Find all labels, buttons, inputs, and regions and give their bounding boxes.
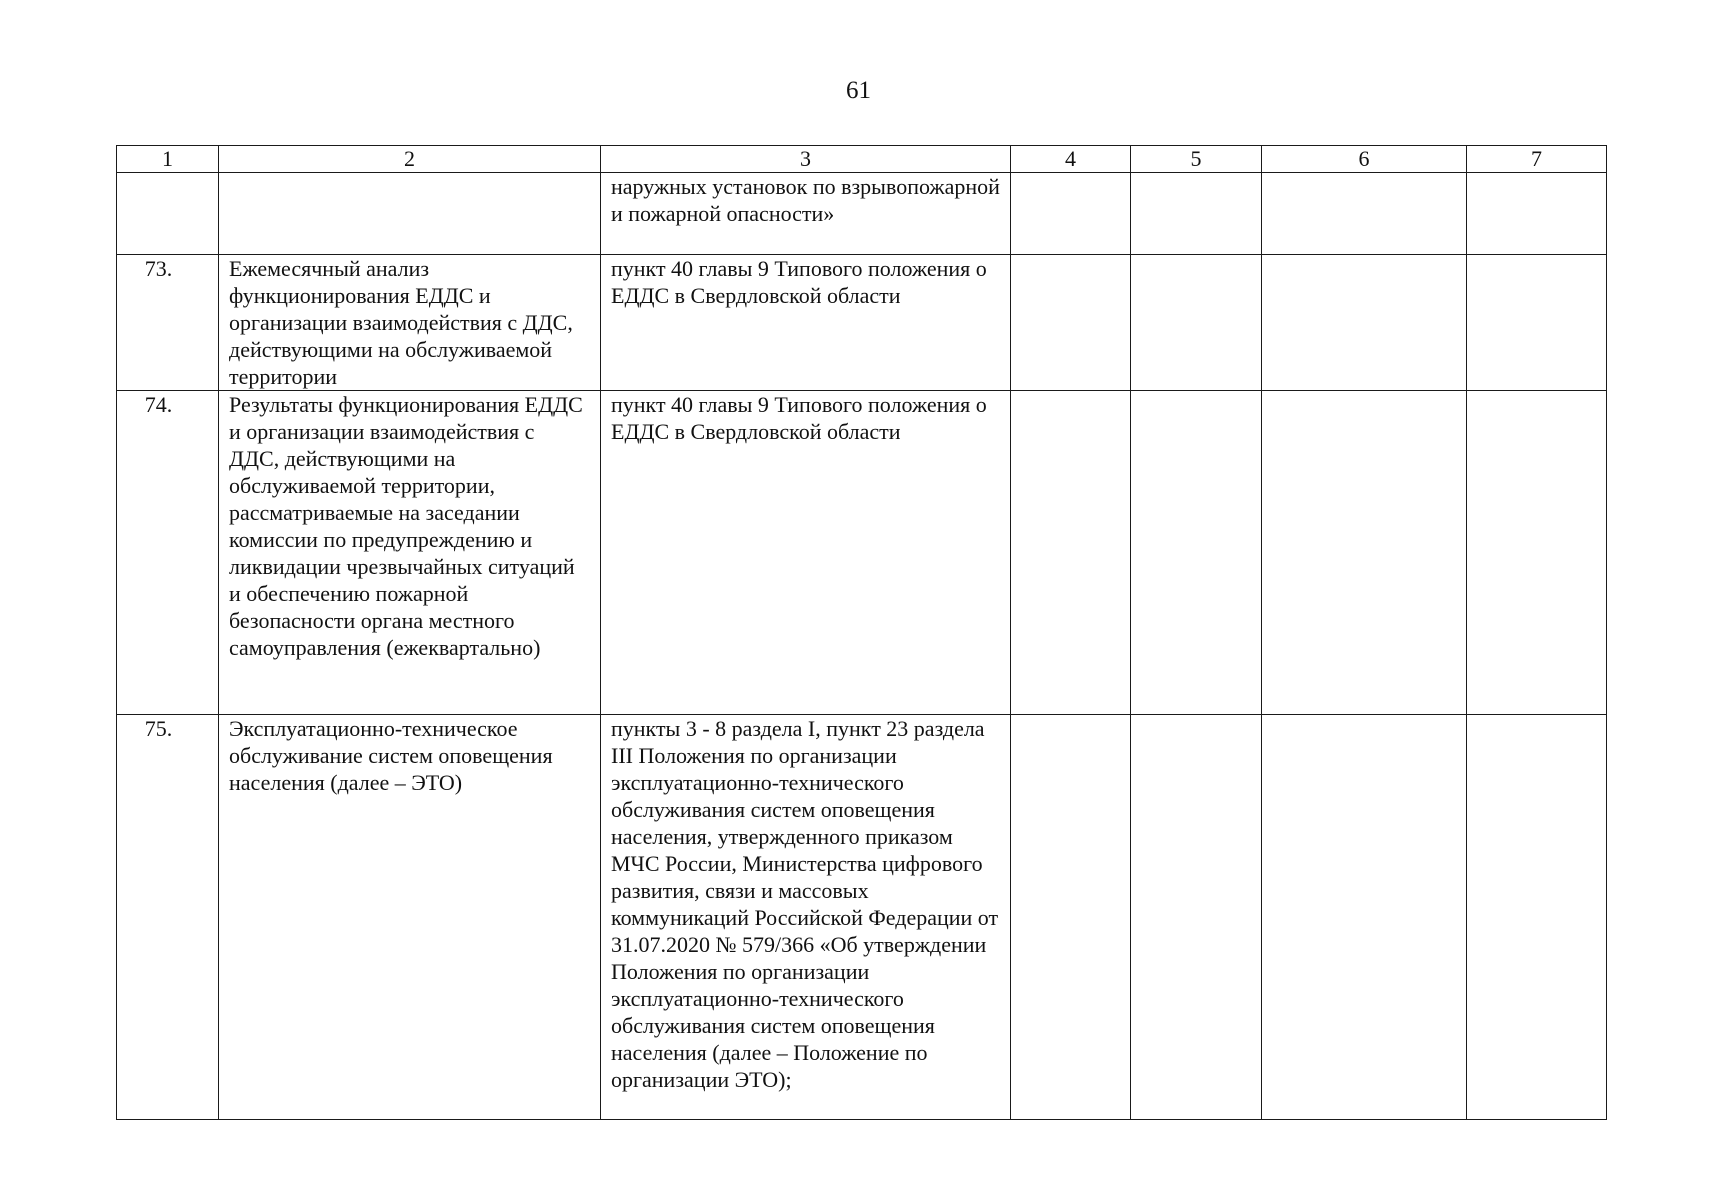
page-number: 61 — [846, 77, 871, 104]
item-name-cell: Эксплуатационно-техническое обслуживание систем оповещения населения (далее – ЭТО) — [219, 715, 601, 1120]
column-4-cell — [1011, 173, 1131, 255]
legal-basis-cell: наружных установок по взрывопожарной и пожарной опасности» — [601, 173, 1011, 255]
column-header-2: 2 — [219, 146, 601, 173]
legal-basis-cell: пункт 40 главы 9 Типового положения о ЕДДС в Свердловской области — [601, 255, 1011, 391]
row-number-cell: 74. — [117, 391, 219, 715]
column-header-4: 4 — [1011, 146, 1131, 173]
column-4-cell — [1011, 255, 1131, 391]
table-row — [117, 255, 1607, 391]
table-row — [117, 391, 1607, 715]
column-header-7: 7 — [1467, 146, 1607, 173]
legal-basis-cell: пункт 40 главы 9 Типового положения о ЕДДС в Свердловской области — [601, 391, 1011, 715]
column-6-cell — [1262, 255, 1467, 391]
column-6-cell — [1262, 391, 1467, 715]
column-7-cell — [1467, 715, 1607, 1120]
row-number-cell: 73. — [117, 255, 219, 391]
column-5-cell — [1131, 173, 1262, 255]
item-name-cell: Ежемесячный анализ функционирования ЕДДС и организации взаимодействия с ДДС, действующими на обслуживаемой территории — [219, 255, 601, 391]
table-row — [117, 715, 1607, 1120]
column-5-cell — [1131, 391, 1262, 715]
column-header-1: 1 — [117, 146, 219, 173]
column-4-cell — [1011, 715, 1131, 1120]
column-header-3: 3 — [601, 146, 1011, 173]
row-number-cell — [117, 173, 219, 255]
item-name-cell: Результаты функционирования ЕДДС и организации взаимодействия с ДДС, действующими на обслуживаемой территории, рассматриваемые на заседании комиссии по предупреждению и ликвидации чрезвычайных ситуаций и обеспечению пожарной безопасности органа местного самоуправления (ежеквартально) — [219, 391, 601, 715]
column-7-cell — [1467, 255, 1607, 391]
column-5-cell — [1131, 255, 1262, 391]
column-5-cell — [1131, 715, 1262, 1120]
legal-basis-cell: пункты 3 - 8 раздела I, пункт 23 раздела III Положения по организации эксплуатационно-технического обслуживания систем оповещения населения, утвержденного приказом МЧС России, Министерства цифрового развития, связи и массовых коммуникаций Российской Федерации от 31.07.2020 № 579/366 «Об утверждении Положения по организации эксплуатационно-технического обслуживания систем оповещения населения (далее – Положение по организации ЭТО); — [601, 715, 1011, 1120]
column-6-cell — [1262, 715, 1467, 1120]
row-number-cell: 75. — [117, 715, 219, 1120]
column-4-cell — [1011, 391, 1131, 715]
column-header-5: 5 — [1131, 146, 1262, 173]
column-6-cell — [1262, 173, 1467, 255]
column-number-row — [117, 146, 1607, 173]
column-7-cell — [1467, 173, 1607, 255]
column-header-6: 6 — [1262, 146, 1467, 173]
table-row — [117, 173, 1607, 255]
item-name-cell — [219, 173, 601, 255]
document-table — [116, 145, 1607, 1120]
column-7-cell — [1467, 391, 1607, 715]
